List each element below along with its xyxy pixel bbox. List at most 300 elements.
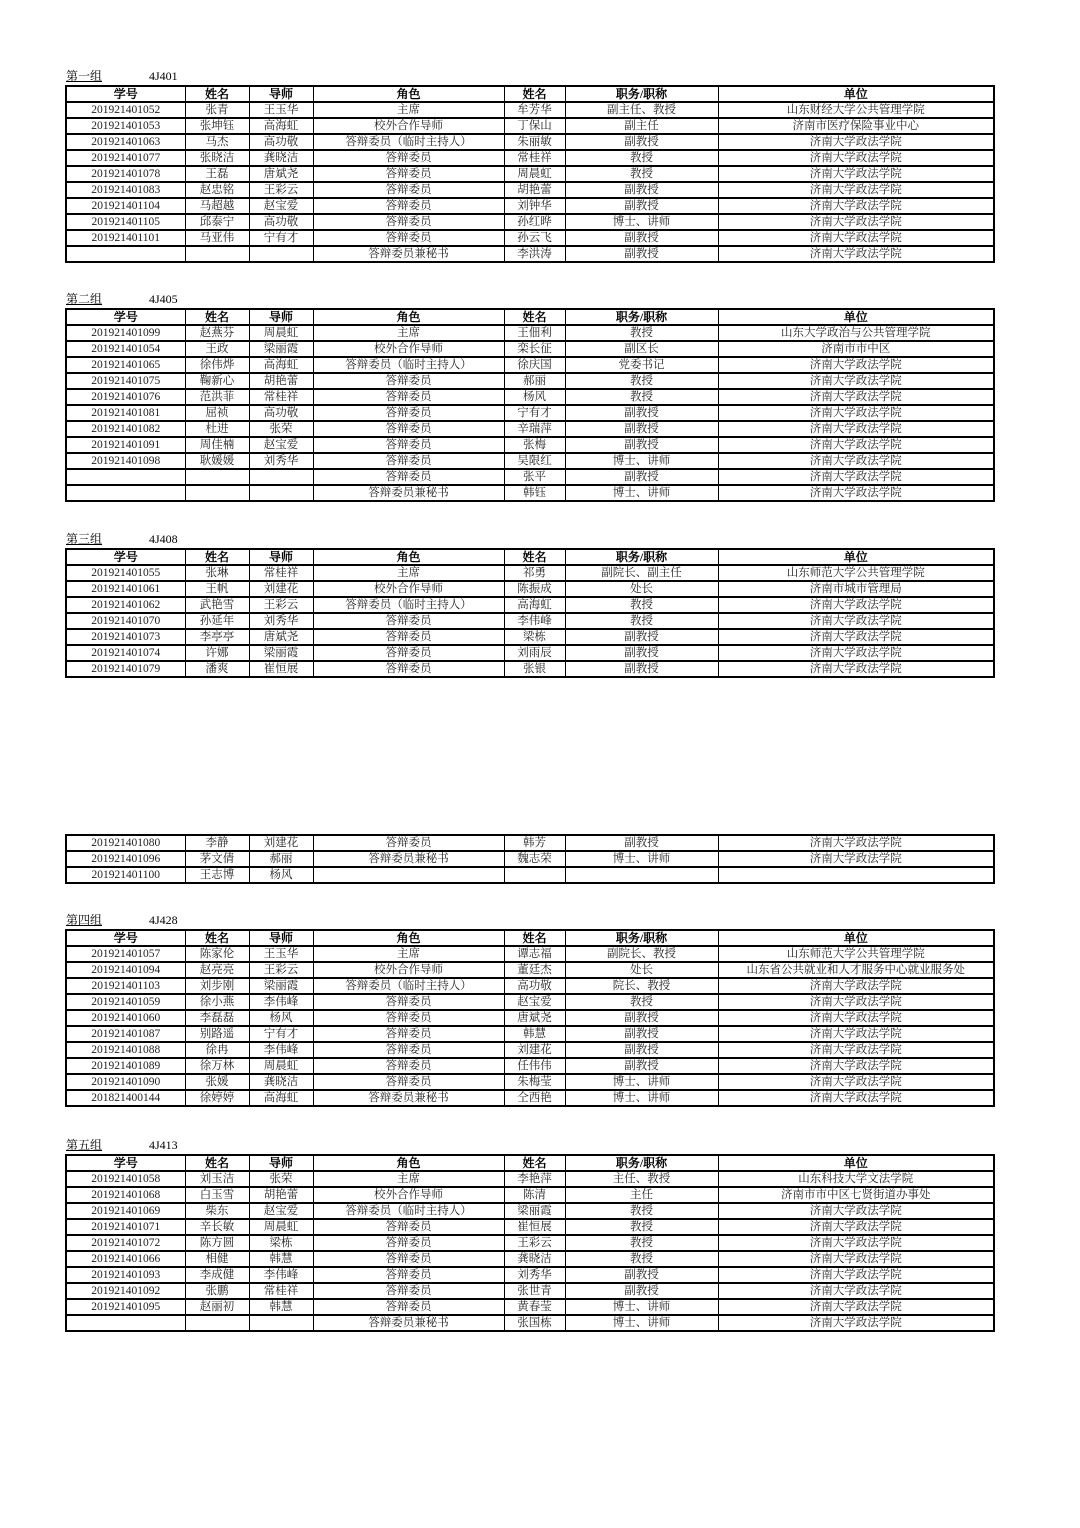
table-cell: 答辩委员（临时主持人） [313,357,504,373]
table-cell [66,485,185,501]
table-cell: 邱泰宁 [185,214,249,230]
table-cell: 主席 [313,946,504,962]
header-row [66,86,994,102]
table-cell: 常桂祥 [249,565,313,581]
table-cell: 鞠新心 [185,373,249,389]
table-cell: 孙红晔 [504,214,565,230]
table-row [66,1299,994,1315]
table-cell: 常桂祥 [504,150,565,166]
table-cell: 校外合作导师 [313,341,504,357]
table-row [66,405,994,421]
table-row [66,661,994,677]
table-cell: 胡艳蕾 [249,373,313,389]
table-row [66,1010,994,1026]
table-cell: 仝西艳 [504,1090,565,1106]
table-row [66,994,994,1010]
table-cell: 韩慧 [504,1026,565,1042]
column-header: 职务/职称 [565,549,718,565]
table-cell: 答辩委员 [313,645,504,661]
table-cell: 201921401062 [66,597,185,613]
table-cell: 济南大学政法学院 [718,1058,994,1074]
table-cell: 答辩委员 [313,613,504,629]
table-cell: 201921401072 [66,1235,185,1251]
table-cell: 201921401105 [66,214,185,230]
table-cell: 范洪菲 [185,389,249,405]
table-cell: 济南大学政法学院 [718,629,994,645]
table-cell: 赵宝爱 [504,994,565,1010]
column-header: 学号 [66,86,185,102]
table-cell: 副教授 [565,661,718,677]
table-cell: 高功敬 [504,978,565,994]
table-cell: 201921401104 [66,198,185,214]
table-cell: 龚晓洁 [249,1074,313,1090]
column-header: 姓名 [185,549,249,565]
header-row [66,309,994,325]
table-cell: 博士、讲师 [565,1315,718,1331]
table-cell: 马超越 [185,198,249,214]
table-cell: 济南大学政法学院 [718,1283,994,1299]
table-cell: 答辩委员 [313,1283,504,1299]
table-cell: 徐冉 [185,1042,249,1058]
table-cell: 济南大学政法学院 [718,613,994,629]
table-cell: 周晨虹 [504,166,565,182]
table-cell: 济南大学政法学院 [718,230,994,246]
table-cell: 济南大学政法学院 [718,421,994,437]
table-cell: 宁有才 [504,405,565,421]
table-cell: 答辩委员兼秘书 [313,485,504,501]
table-cell: 常桂祥 [249,389,313,405]
table-cell: 济南大学政法学院 [718,437,994,453]
table-cell: 主席 [313,325,504,341]
table-row [66,166,994,182]
column-header: 职务/职称 [565,930,718,946]
table-cell: 答辩委员 [313,1074,504,1090]
table-cell: 副教授 [565,645,718,661]
table-cell: 教授 [565,325,718,341]
group-label: 第五组 [66,1138,103,1152]
table-cell: 教授 [565,150,718,166]
table-row [66,421,994,437]
table-cell: 柴东 [185,1203,249,1219]
table-cell: 马杰 [185,134,249,150]
table-cell: 校外合作导师 [313,1187,504,1203]
table-cell: 济南大学政法学院 [718,597,994,613]
table-cell: 韩慧 [249,1299,313,1315]
table-cell: 陈家伦 [185,946,249,962]
column-header: 姓名 [185,930,249,946]
table-cell: 谭志福 [504,946,565,962]
table-cell: 副教授 [565,198,718,214]
table-row [66,597,994,613]
table-cell: 赵丽初 [185,1299,249,1315]
table-cell: 刘玉洁 [185,1171,249,1187]
table-cell: 李伟峰 [249,1042,313,1058]
column-header: 姓名 [504,549,565,565]
table-cell: 济南大学政法学院 [718,994,994,1010]
table-cell: 梁丽霞 [249,645,313,661]
table-cell: 山东师范大学公共管理学院 [718,565,994,581]
table-cell: 教授 [565,1203,718,1219]
table-cell: 刘建花 [504,1042,565,1058]
table-cell: 教授 [565,597,718,613]
table-row [66,150,994,166]
column-header: 导师 [249,930,313,946]
table-cell: 李静 [185,835,249,851]
table-cell: 201921401103 [66,978,185,994]
table-cell: 教授 [565,373,718,389]
table-row [66,341,994,357]
table-row [66,118,994,134]
table-cell: 答辩委员 [313,214,504,230]
table-cell: 济南市医疗保险事业中心 [718,118,994,134]
column-header: 学号 [66,309,185,325]
table-cell: 济南大学政法学院 [718,835,994,851]
table-cell: 副教授 [565,421,718,437]
table-cell: 201921401075 [66,373,185,389]
table-cell: 李伟峰 [504,613,565,629]
table-row [66,198,994,214]
table-cell: 副教授 [565,134,718,150]
table-cell: 李洪涛 [504,246,565,262]
table-row [66,946,994,962]
table-cell: 杜进 [185,421,249,437]
table-cell: 济南大学政法学院 [718,645,994,661]
table-cell: 董廷杰 [504,962,565,978]
committee-table [65,308,995,502]
table-cell: 张银 [504,661,565,677]
table-cell: 答辩委员（临时主持人） [313,1203,504,1219]
table-cell: 张世青 [504,1283,565,1299]
table-cell: 201921401070 [66,613,185,629]
table-cell: 济南大学政法学院 [718,150,994,166]
group-label: 第一组 [66,69,103,83]
table-cell: 201921401098 [66,453,185,469]
committee-table [65,929,995,1107]
table-cell: 答辩委员（临时主持人） [313,597,504,613]
table-cell: 济南大学政法学院 [718,389,994,405]
table-cell: 副教授 [565,629,718,645]
header-row [66,1155,994,1171]
table-cell [249,469,313,485]
table-cell: 相健 [185,1251,249,1267]
column-header: 学号 [66,549,185,565]
table-row [66,453,994,469]
table-cell [66,1315,185,1331]
table-cell: 刘钟华 [504,198,565,214]
column-header: 学号 [66,930,185,946]
table-cell: 赵宝爱 [249,437,313,453]
room-code: 4J405 [149,292,178,306]
table-cell: 副教授 [565,246,718,262]
table-cell: 陈方圆 [185,1235,249,1251]
table-row [66,1235,994,1251]
committee-table [65,834,995,884]
table-cell: 别路遥 [185,1026,249,1042]
column-header: 角色 [313,86,504,102]
table-cell: 答辩委员 [313,835,504,851]
table-cell: 副教授 [565,1058,718,1074]
table-cell: 博士、讲师 [565,1299,718,1315]
table-cell: 王磊 [185,166,249,182]
table-row [66,485,994,501]
table-cell: 201921401065 [66,357,185,373]
table-cell: 王玉华 [249,102,313,118]
table-row [66,214,994,230]
room-code: 4J413 [149,1138,178,1152]
table-cell: 201921401095 [66,1299,185,1315]
table-cell: 博士、讲师 [565,453,718,469]
table-cell: 201921401057 [66,946,185,962]
table-cell: 济南大学政法学院 [718,405,994,421]
table-cell: 周晨虹 [249,325,313,341]
table-cell: 魏志荣 [504,851,565,867]
table-cell: 陈振成 [504,581,565,597]
committee-table [65,1154,995,1332]
table-row [66,565,994,581]
table-cell: 答辩委员 [313,661,504,677]
table-cell: 答辩委员 [313,453,504,469]
table-cell: 答辩委员 [313,421,504,437]
table-cell: 副教授 [565,1042,718,1058]
table-cell: 韩钰 [504,485,565,501]
table-cell: 201921401092 [66,1283,185,1299]
table-cell: 郝丽 [249,851,313,867]
table-cell: 王彩云 [249,962,313,978]
table-cell: 山东财经大学公共管理学院 [718,102,994,118]
table-cell: 张坤钰 [185,118,249,134]
table-cell: 济南大学政法学院 [718,182,994,198]
table-cell: 济南大学政法学院 [718,1090,994,1106]
room-code: 4J428 [149,913,178,927]
table-cell: 201921401078 [66,166,185,182]
table-cell: 韩芳 [504,835,565,851]
table-cell: 济南大学政法学院 [718,1203,994,1219]
table-cell: 201921401061 [66,581,185,597]
table-cell: 201921401054 [66,341,185,357]
table-row [66,978,994,994]
table-cell: 宁有才 [249,230,313,246]
table-cell: 院长、教授 [565,978,718,994]
table-row [66,134,994,150]
table-cell: 201921401055 [66,565,185,581]
table-row [66,1090,994,1106]
table-cell: 201921401063 [66,134,185,150]
table-cell: 答辩委员 [313,994,504,1010]
column-header: 姓名 [185,309,249,325]
table-cell: 王玉华 [249,946,313,962]
column-header: 姓名 [504,86,565,102]
group-label: 第三组 [66,532,103,546]
column-header: 单位 [718,1155,994,1171]
table-cell: 梁丽霞 [249,978,313,994]
table-cell: 山东大学政治与公共管理学院 [718,325,994,341]
table-cell: 赵忠铭 [185,182,249,198]
table-row [66,1219,994,1235]
table-cell: 答辩委员 [313,1219,504,1235]
table-cell: 山东师范大学公共管理学院 [718,946,994,962]
table-row [66,246,994,262]
table-cell: 济南大学政法学院 [718,214,994,230]
table-row [66,1187,994,1203]
table-row [66,102,994,118]
table-cell: 赵亮亮 [185,962,249,978]
table-row [66,1251,994,1267]
table-cell [718,867,994,883]
table-cell: 徐万林 [185,1058,249,1074]
table-row [66,1267,994,1283]
column-header: 学号 [66,1155,185,1171]
table-cell: 教授 [565,994,718,1010]
table-cell: 主任 [565,1187,718,1203]
table-cell: 济南大学政法学院 [718,1074,994,1090]
table-cell: 武艳雪 [185,597,249,613]
table-row [66,1315,994,1331]
table-cell: 王彩云 [249,597,313,613]
table-cell: 赵宝爱 [249,198,313,214]
table-cell: 张国栋 [504,1315,565,1331]
table-cell: 李磊磊 [185,1010,249,1026]
table-cell: 答辩委员 [313,1251,504,1267]
table-cell: 答辩委员 [313,1267,504,1283]
group-label: 第四组 [66,913,103,927]
table-cell: 宁有才 [249,1026,313,1042]
column-header: 导师 [249,549,313,565]
table-row [66,867,994,883]
column-header: 职务/职称 [565,1155,718,1171]
table-cell: 常桂祥 [249,1283,313,1299]
table-cell: 济南大学政法学院 [718,134,994,150]
table-cell: 答辩委员兼秘书 [313,246,504,262]
table-cell: 刘建花 [249,581,313,597]
table-row [66,581,994,597]
table-cell: 吴限红 [504,453,565,469]
table-cell: 教授 [565,613,718,629]
table-cell: 答辩委员 [313,1299,504,1315]
table-cell: 教授 [565,1251,718,1267]
table-cell: 王彩云 [249,182,313,198]
table-cell: 答辩委员 [313,1235,504,1251]
table-cell: 主席 [313,1171,504,1187]
table-cell: 周佳楠 [185,437,249,453]
table-cell: 副教授 [565,835,718,851]
table-cell: 李艳萍 [504,1171,565,1187]
table-cell: 201921401090 [66,1074,185,1090]
table-cell: 周晨虹 [249,1058,313,1074]
table-cell: 刘建花 [249,835,313,851]
table-row [66,851,994,867]
table-cell [565,867,718,883]
table-cell: 张梅 [504,437,565,453]
table-cell: 梁栋 [504,629,565,645]
table-cell: 答辩委员 [313,1058,504,1074]
table-cell [313,867,504,883]
table-cell: 201921401059 [66,994,185,1010]
table-cell: 处长 [565,962,718,978]
table-cell: 白玉雪 [185,1187,249,1203]
table-cell: 济南大学政法学院 [718,246,994,262]
table-row [66,835,994,851]
table-cell: 201921401081 [66,405,185,421]
table-cell: 答辩委员 [313,405,504,421]
table-cell [185,1315,249,1331]
table-cell: 201921401088 [66,1042,185,1058]
table-cell: 张琳 [185,565,249,581]
table-cell: 答辩委员 [313,150,504,166]
table-cell: 济南大学政法学院 [718,978,994,994]
table-cell: 王彩云 [504,1235,565,1251]
table-cell: 答辩委员（临时主持人） [313,134,504,150]
room-code: 4J401 [149,69,178,83]
table-cell: 刘秀华 [249,613,313,629]
table-cell: 龚晓洁 [249,150,313,166]
table-cell: 副教授 [565,405,718,421]
table-cell: 梁栋 [249,1235,313,1251]
table-cell: 济南大学政法学院 [718,1026,994,1042]
committee-table [65,548,995,678]
table-cell: 牟芳华 [504,102,565,118]
table-row [66,469,994,485]
table-cell: 济南大学政法学院 [718,469,994,485]
table-cell: 博士、讲师 [565,1074,718,1090]
table-cell: 答辩委员兼秘书 [313,1090,504,1106]
table-cell: 崔恒展 [504,1219,565,1235]
table-cell: 刘雨辰 [504,645,565,661]
table-cell: 李亭亭 [185,629,249,645]
table-cell: 副主任、教授 [565,102,718,118]
table-cell [249,1315,313,1331]
table-cell: 答辩委员 [313,198,504,214]
table-row [66,962,994,978]
table-cell [66,469,185,485]
committee-table [65,85,995,263]
column-header: 单位 [718,86,994,102]
table-cell: 201921401089 [66,1058,185,1074]
table-cell: 王帆 [185,581,249,597]
table-cell: 副教授 [565,1283,718,1299]
table-cell: 济南大学政法学院 [718,1251,994,1267]
table-cell: 校外合作导师 [313,581,504,597]
table-cell [185,246,249,262]
table-cell: 济南大学政法学院 [718,1042,994,1058]
table-cell: 副教授 [565,437,718,453]
table-cell: 教授 [565,166,718,182]
table-cell: 辛长敏 [185,1219,249,1235]
table-cell: 济南大学政法学院 [718,166,994,182]
table-cell: 张平 [504,469,565,485]
table-cell: 朱梅莹 [504,1074,565,1090]
table-cell: 济南大学政法学院 [718,453,994,469]
column-header: 单位 [718,930,994,946]
table-cell: 201921401096 [66,851,185,867]
table-row [66,1203,994,1219]
table-cell: 201921401087 [66,1026,185,1042]
table-cell: 张鹏 [185,1283,249,1299]
table-cell: 201921401071 [66,1219,185,1235]
table-cell: 刘秀华 [249,453,313,469]
column-header: 职务/职称 [565,86,718,102]
table-cell: 答辩委员（临时主持人） [313,978,504,994]
table-cell: 教授 [565,389,718,405]
table-cell: 201921401079 [66,661,185,677]
table-cell: 高功敬 [249,134,313,150]
table-cell: 胡艳蕾 [504,182,565,198]
table-cell: 济南大学政法学院 [718,661,994,677]
column-header: 导师 [249,1155,313,1171]
table-cell [249,246,313,262]
table-cell: 徐小燕 [185,994,249,1010]
table-cell: 山东省公共就业和人才服务中心就业服务处 [718,962,994,978]
table-cell: 张荣 [249,1171,313,1187]
